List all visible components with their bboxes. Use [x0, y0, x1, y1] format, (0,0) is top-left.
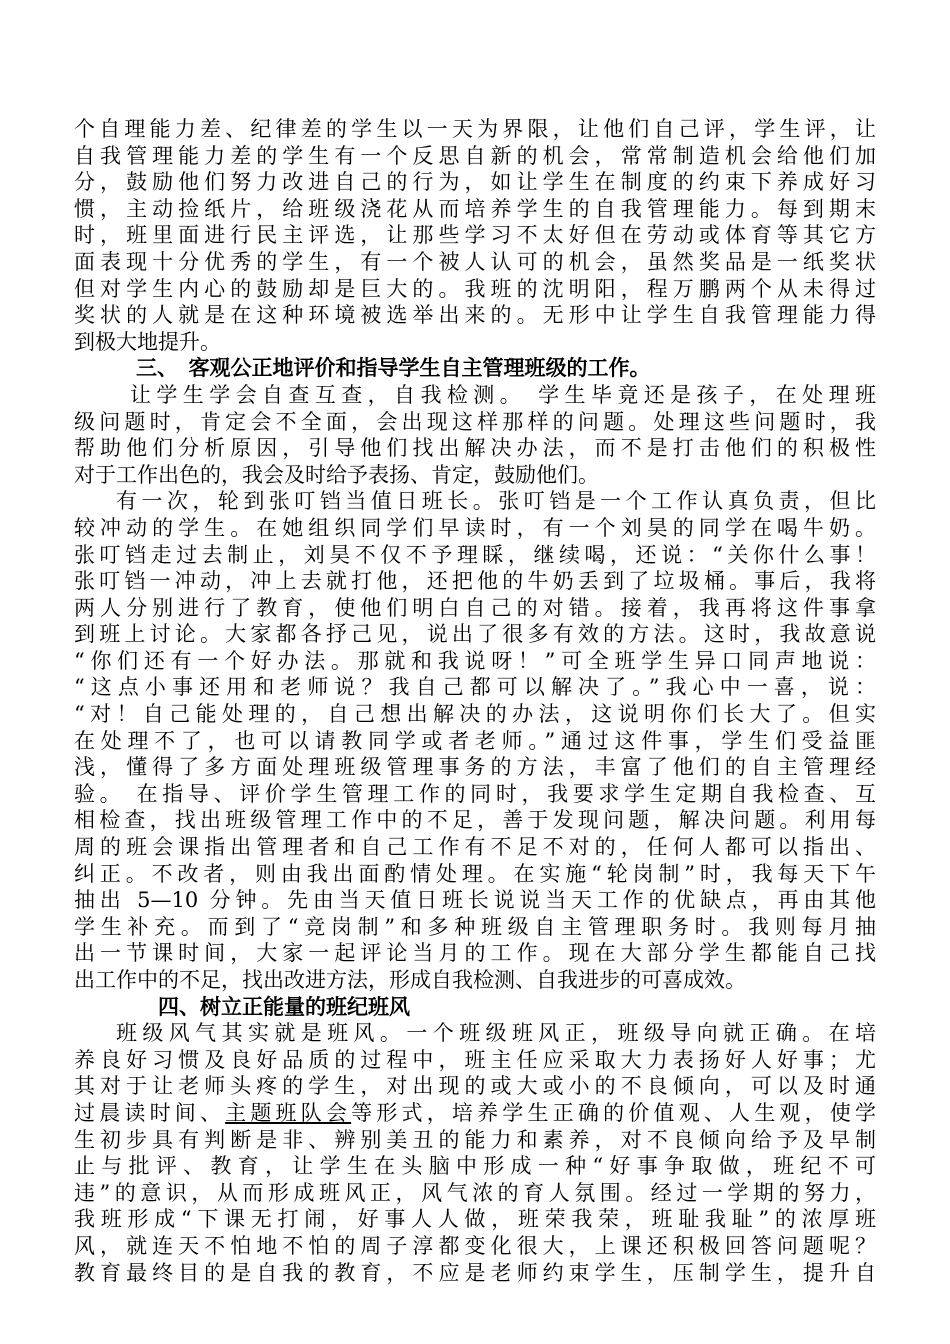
text-line: 违”的意识，从而形成班风正，风气浓的育人氛围。经过一学期的努力，	[74, 1180, 876, 1205]
text-line: 帮助他们分析原因，引导他们找出解决办法，而不是打击他们的积极性	[74, 436, 876, 461]
text-line: 较冲动的学生。在她组织同学们早读时，有一个刘昊的同学在喝牛奶。	[74, 515, 876, 540]
text-line: 相检查，找出班级管理工作中的不足，善于发现问题，解决问题。利用每	[74, 808, 876, 833]
text-line: 班级风气其实就是班风。一个班级班风正，班级导向就正确。在培	[116, 1021, 876, 1046]
text-line: 有一次，轮到张叮铛当值日班长。张叮铛是一个工作认真负责，但比	[116, 489, 876, 514]
text-line: 张叮铛走过去制止，刘昊不仅不予理睬，继续喝，还说：“关你什么事！	[74, 542, 876, 567]
section-heading: 四、树立正能量的班纪班风	[158, 993, 410, 1019]
text-line: 个自理能力差、纪律差的学生以一天为界限，让他们自己评，学生评，让	[74, 117, 876, 141]
text-line: 惯，主动捡纸片，给班级浇花从而培养学生的自我管理能力。每到期末	[74, 196, 876, 221]
text-line: 两人分别进行了教育，使他们明白自己的对错。接着，我再将这件事拿	[74, 595, 876, 620]
text-line: 纠正。不改者，则由我出面酌情处理。在实施“轮岗制”时，我每天下午	[74, 861, 876, 886]
text-line: 浅，懂得了多方面处理班级管理事务的方法，丰富了他们的自主管理经	[74, 755, 876, 780]
text-line: 抽出 5—10 分钟。先由当天值日班长说说当天工作的优缺点，再由其他	[74, 888, 876, 913]
text-line: “你们还有一个好办法。那就和我说呀！”可全班学生异口同声地说：	[74, 648, 876, 673]
text-line: 其对于让老师头疼的学生，对出现的或大或小的不良倾向，可以及时通	[74, 1074, 876, 1099]
text-line: 过晨读时间、主题班队会等形式，培养学生正确的价值观、人生观，使学	[74, 1100, 877, 1125]
text-line: 止与批评、教育，让学生在头脑中形成一种“好事争取做，班纪不可	[74, 1154, 876, 1179]
text-line: 对于工作出色的，我会及时给予表扬、肯定，鼓励他们。	[74, 462, 599, 487]
text-line: 但对学生内心的鼓励却是巨大的。我班的沈明阳，程万鹏两个从未得过	[74, 276, 876, 301]
text-line: “这点小事还用和老师说？我自己都可以解决了。”我心中一喜，说：	[74, 675, 876, 700]
text-line: 级问题时，肯定会不全面，会出现这样那样的问题。处理这些问题时，我	[74, 409, 876, 434]
text-line: 生初步具有判断是非、辨别美丑的能力和素养，对不良倾向给予及早制	[74, 1127, 876, 1152]
text-line: 到极大地提升。	[74, 329, 221, 354]
text-line: 自我管理能力差的学生有一个反思自新的机会，常常制造机会给他们加	[74, 143, 876, 168]
text-line: 周的班会课指出管理者和自己工作有不足不对的，任何人都可以指出、	[74, 835, 876, 860]
underlined-text: 主题班队会	[225, 1100, 352, 1125]
text-line: 验。 在指导、评价学生管理工作的同时，我要求学生定期自我检查、互	[74, 781, 876, 806]
text-line: 到班上讨论。大家都各抒己见，说出了很多有效的方法。这时，我故意说	[74, 622, 876, 647]
text-line: 出工作中的不足，找出改进方法，形成自我检测、自我进步的可喜成效。	[74, 968, 746, 992]
text-line: 出一节课时间，大家一起评论当月的工作。现在大部分学生都能自己找	[74, 941, 876, 966]
text-line: 风，就连天不怕地不怕的周子淳都变化很大，上课还积极回答问题呢？	[74, 1233, 876, 1258]
text-line: 让学生学会自查互查，自我检测。 学生毕竟还是孩子，在处理班	[130, 382, 876, 407]
text-line: 我班形成“下课无打闹，好事人人做，班荣我荣，班耻我耻”的浓厚班	[74, 1207, 876, 1232]
text-line: 时，班里面进行民主评选，让那些学习不太好但在劳动或体育等其它方	[74, 223, 876, 248]
text-line: 面表现十分优秀的学生，有一个被人认可的机会，虽然奖品是一纸奖状	[74, 249, 876, 274]
text-line: “对！自己能处理的，自己想出解决的办法，这说明你们长大了。但实	[74, 702, 876, 727]
text-line: 在处理不了，也可以请教同学或者老师。”通过这件事，学生们受益匪	[74, 728, 876, 753]
text-line: 教育最终目的是自我的教育，不应是老师约束学生，压制学生，提升自	[74, 1260, 876, 1285]
section-heading: 三、 客观公正地评价和指导学生自主管理班级的工作。	[136, 355, 651, 381]
text-line: 张叮铛一冲动，冲上去就打他，还把他的牛奶丢到了垃圾桶。事后，我将	[74, 569, 876, 594]
text-line: 学生补充。而到了“竞岗制”和多种班级自主管理职务时。我则每月抽	[74, 914, 876, 939]
text-line: 分，鼓励他们努力改进自己的行为，如让学生在制度的约束下养成好习	[74, 170, 876, 195]
document-page	[74, 116, 876, 1286]
text-line: 养良好习惯及良好品质的过程中，班主任应采取大力表扬好人好事；尤	[74, 1047, 876, 1072]
text-line: 奖状的人就是在这种环境被选举出来的。无形中让学生自我管理能力得	[74, 303, 876, 328]
